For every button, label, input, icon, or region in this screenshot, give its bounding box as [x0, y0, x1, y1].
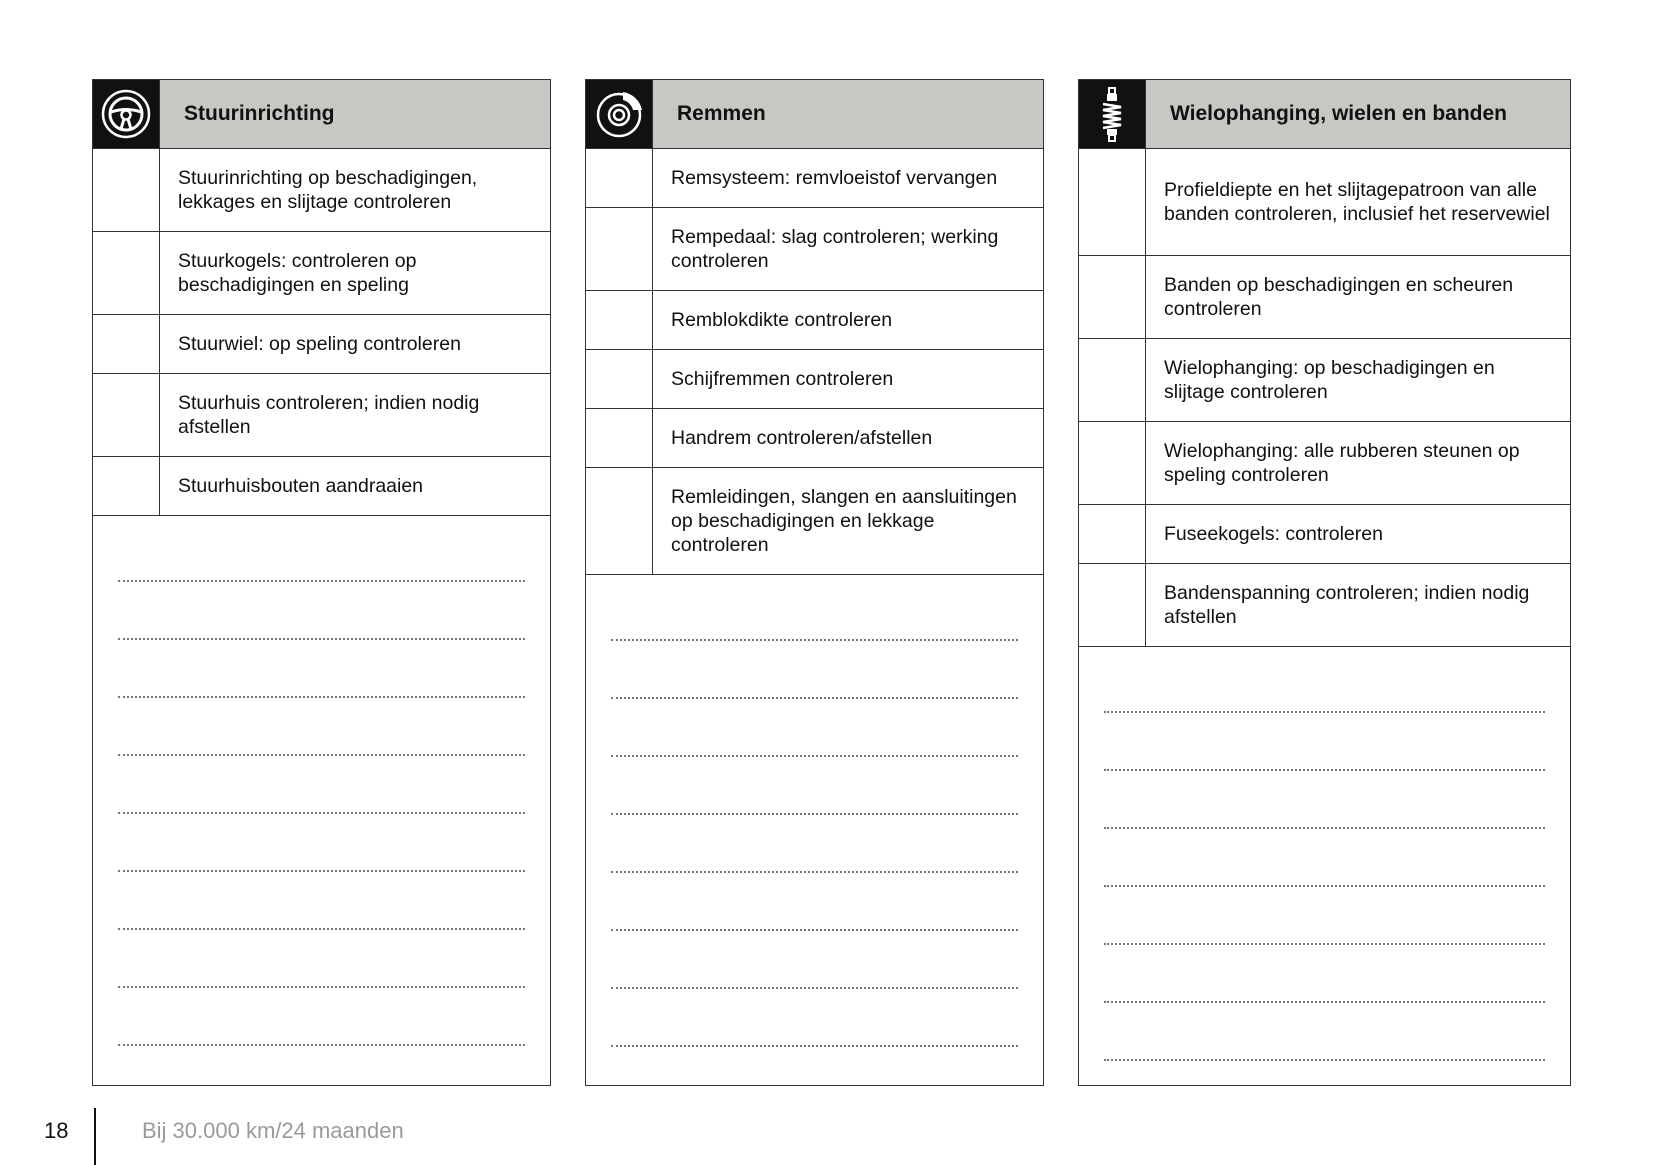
note-line[interactable] [118, 640, 525, 698]
note-line[interactable] [1104, 713, 1545, 771]
checklist-item-text: Stuurwiel: op speling controleren [178, 333, 461, 355]
checklist-item-text: Wielophanging: op beschadigingen en slijtage controleren [1164, 357, 1495, 403]
checkbox-cell[interactable] [586, 149, 653, 207]
section-label: Bij 30.000 km/24 maanden [142, 1118, 404, 1143]
note-line[interactable] [1104, 887, 1545, 945]
checklist-item-text: Remsysteem: remvloeistof vervangen [671, 167, 998, 189]
note-line[interactable] [1104, 945, 1545, 1003]
notes-area[interactable] [1079, 647, 1570, 1061]
checklist-item-text: Remblokdikte controleren [671, 309, 893, 331]
checkbox-cell[interactable] [1079, 149, 1146, 255]
checklist-row [93, 315, 550, 374]
shock-absorber-icon [1079, 80, 1145, 148]
checklist-item-text: Stuurhuis controleren; indien nodig afstellen [178, 392, 480, 438]
checklist-row [93, 149, 550, 232]
checkbox-cell[interactable] [93, 149, 160, 231]
checkbox-cell[interactable] [1079, 564, 1146, 646]
checkbox-cell[interactable] [1079, 505, 1146, 563]
checkbox-cell[interactable] [586, 208, 653, 290]
checkbox-cell[interactable] [93, 374, 160, 456]
checklist-item-text: Stuurinrichting op beschadigingen, lekkages en slijtage controleren [178, 167, 478, 213]
steering-wheel-icon [93, 80, 159, 148]
note-line[interactable] [611, 641, 1018, 699]
note-line[interactable] [611, 815, 1018, 873]
note-line[interactable] [118, 516, 525, 582]
checklist-item-text: Schijfremmen controleren [671, 368, 894, 390]
checklist-item-text: Remleidingen, slangen en aansluitingen op beschadigingen en lekkage controleren [671, 486, 1017, 556]
panel-header [93, 80, 550, 149]
note-line[interactable] [1104, 647, 1545, 713]
checkbox-cell[interactable] [1079, 256, 1146, 338]
checklist-row [93, 374, 550, 457]
panel-header [586, 80, 1043, 149]
note-line[interactable] [118, 582, 525, 640]
checklist-item-text: Banden op beschadigingen en scheuren controleren [1164, 274, 1514, 320]
checkbox-cell[interactable] [93, 232, 160, 314]
note-line[interactable] [611, 931, 1018, 989]
note-line[interactable] [118, 930, 525, 988]
checklist-row [1079, 422, 1570, 505]
checklist-item-text: Wielophanging: alle rubberen steunen op speling controleren [1164, 440, 1520, 486]
checklist-row [1079, 505, 1570, 564]
note-line[interactable] [611, 699, 1018, 757]
note-line[interactable] [1104, 829, 1545, 887]
checkbox-cell[interactable] [586, 409, 653, 467]
checklist-row [586, 468, 1043, 575]
checklist-item-text: Stuurkogels: controleren op beschadigingen en speling [178, 250, 417, 296]
brake-disc-icon [586, 80, 652, 148]
checklist-row [93, 232, 550, 315]
page-number: 18 [44, 1118, 69, 1143]
checklist-item-text: Handrem controleren/afstellen [671, 427, 933, 449]
checklist-item-text: Profieldiepte en het slijtagepatroon van alle banden controleren, inclusief het reservewiel [1164, 179, 1550, 225]
checklist-row [586, 291, 1043, 350]
note-line[interactable] [118, 698, 525, 756]
panel-title: Stuurinrichting [159, 80, 550, 148]
footer-divider [94, 1108, 96, 1165]
note-line[interactable] [611, 757, 1018, 815]
checklist-row [1079, 256, 1570, 339]
checklist-row [1079, 339, 1570, 422]
checklist-row [93, 457, 550, 516]
panel-brakes [585, 79, 1044, 1086]
panel-steering [92, 79, 551, 1086]
checkbox-cell[interactable] [1079, 339, 1146, 421]
checkbox-cell[interactable] [586, 291, 653, 349]
notes-area[interactable] [586, 575, 1043, 1047]
panel-suspension [1078, 79, 1571, 1086]
note-line[interactable] [611, 873, 1018, 931]
note-line[interactable] [118, 872, 525, 930]
note-line[interactable] [1104, 771, 1545, 829]
note-line[interactable] [118, 814, 525, 872]
checklist-item-text: Fuseekogels: controleren [1164, 523, 1383, 545]
note-line[interactable] [118, 756, 525, 814]
checklist-item-text: Rempedaal: slag controleren; werking controleren [671, 226, 999, 272]
note-line[interactable] [1104, 1003, 1545, 1061]
note-line[interactable] [611, 989, 1018, 1047]
checklist-item-text: Stuurhuisbouten aandraaien [178, 475, 424, 497]
checkbox-cell[interactable] [586, 350, 653, 408]
checklist-row [1079, 564, 1570, 647]
panel-title: Wielophanging, wielen en banden [1145, 80, 1570, 148]
checklist-item-text: Bandenspanning controleren; indien nodig afstellen [1164, 582, 1530, 628]
checklist-row [586, 208, 1043, 291]
checklist-row [1079, 149, 1570, 256]
checklist-row [586, 409, 1043, 468]
notes-area[interactable] [93, 516, 550, 1046]
checkbox-cell[interactable] [93, 457, 160, 515]
checkbox-cell[interactable] [586, 468, 653, 574]
checklist-row [586, 350, 1043, 409]
checklist-row [586, 149, 1043, 208]
panel-title: Remmen [652, 80, 1043, 148]
note-line[interactable] [118, 988, 525, 1046]
panel-header [1079, 80, 1570, 149]
checkbox-cell[interactable] [93, 315, 160, 373]
checkbox-cell[interactable] [1079, 422, 1146, 504]
note-line[interactable] [611, 575, 1018, 641]
